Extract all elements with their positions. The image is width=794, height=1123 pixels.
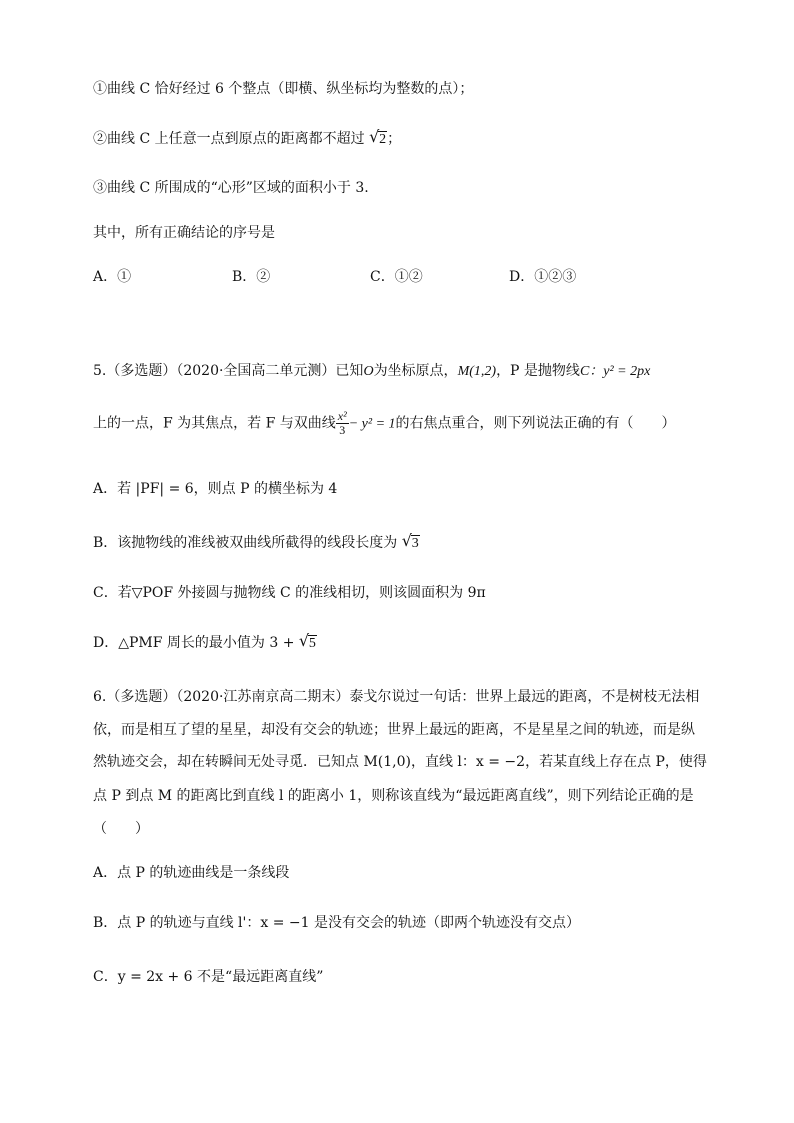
sqrt-expression: √ 2 — [369, 127, 387, 147]
question-6-option-c: C．y = 2x + 6 不是“最远距离直线” — [93, 969, 324, 985]
question-6-line-2: 依，而是相互了望的星星，却没有交会的轨迹；世界上最远的距离，不是星星之间的轨迹，而是纵 — [93, 722, 695, 738]
question-4-option-a: A．① — [93, 269, 132, 285]
sqrt-expression: √ 5 — [298, 631, 316, 651]
fraction: $\frac{\text{x²}}{3}$ — [337, 409, 347, 437]
q5-hyperbola-eq: − y² = 1 — [348, 416, 396, 432]
question-4-statement-2 — [93, 128, 734, 151]
question-4-prompt: 其中，所有正确结论的序号是 — [93, 225, 275, 241]
statement-2-end: ； — [387, 131, 402, 147]
question-5-option-c: C．若▽POF 外接圆与抛物线 C 的准线相切，则该圆面积为 9π — [93, 585, 486, 601]
question-6-line-5: （ ） — [93, 821, 149, 837]
question-4-statement-3: ③曲线 C 所围成的“心形”区域的面积小于 3. — [93, 180, 369, 196]
question-5-line-2 — [93, 410, 734, 437]
question-5-option-d — [93, 632, 734, 655]
question-5-line-1 — [93, 360, 734, 383]
q5-option-d-text: D．△PMF 周长的最小值为 3 + — [93, 635, 299, 651]
question-5-option-a: A．若 |PF| = 6，则点 P 的横坐标为 4 — [93, 481, 338, 497]
q5-text-2: 为坐标原点， — [373, 363, 458, 379]
question-6-line-3: 然轨迹交会，却在转瞬间无处寻觅．已知点 M(1,0)，直线 l：x = −2，若某直线上存在点 P，使得 — [93, 754, 707, 770]
q5-point-m: M(1,2) — [457, 364, 497, 379]
statement-2-text: ②曲线 C 上任意一点到原点的距离都不超过 — [93, 131, 370, 147]
question-5-option-b — [93, 532, 734, 555]
q5-text-3: ，P 是抛物线 — [496, 363, 580, 379]
question-4-statement-1: ①曲线 C 恰好经过 6 个整点（即横、纵坐标均为整数的点）； — [93, 81, 474, 97]
q5-text-1: 5.（多选题）（2020·全国高二单元测）已知 — [93, 363, 364, 379]
question-4-option-b: B．② — [232, 269, 271, 285]
q5-option-b-text: B．该抛物线的准线被双曲线所截得的线段长度为 — [93, 535, 402, 551]
q5-parabola: C：y² = 2px — [579, 364, 651, 379]
question-6-option-b: B．点 P 的轨迹与直线 l'：x = −1 是没有交会的轨迹（即两个轨迹没有交点） — [93, 915, 580, 931]
q5-origin: O — [363, 364, 374, 379]
question-4-option-c: C．①② — [370, 269, 423, 285]
q5-text-5: 的右焦点重合，则下列说法正确的有（ ） — [395, 415, 676, 432]
question-4-option-d: D．①②③ — [509, 269, 577, 285]
sqrt-expression: √ 3 — [401, 531, 419, 551]
question-6-option-a: A．点 P 的轨迹曲线是一条线段 — [93, 865, 290, 881]
question-6-line-1: 6.（多选题）（2020·江苏南京高二期末）泰戈尔说过一句话：世界上最远的距离，不是树枝无法相 — [93, 689, 700, 705]
question-6-line-4: 点 P 到点 M 的距离比到直线 l 的距离小 1，则称该直线为“最远距离直线”，则下列结论正确的是 — [93, 788, 694, 804]
q5-text-4: 上的一点，F 为其焦点，若 F 与双曲线 — [93, 415, 336, 432]
